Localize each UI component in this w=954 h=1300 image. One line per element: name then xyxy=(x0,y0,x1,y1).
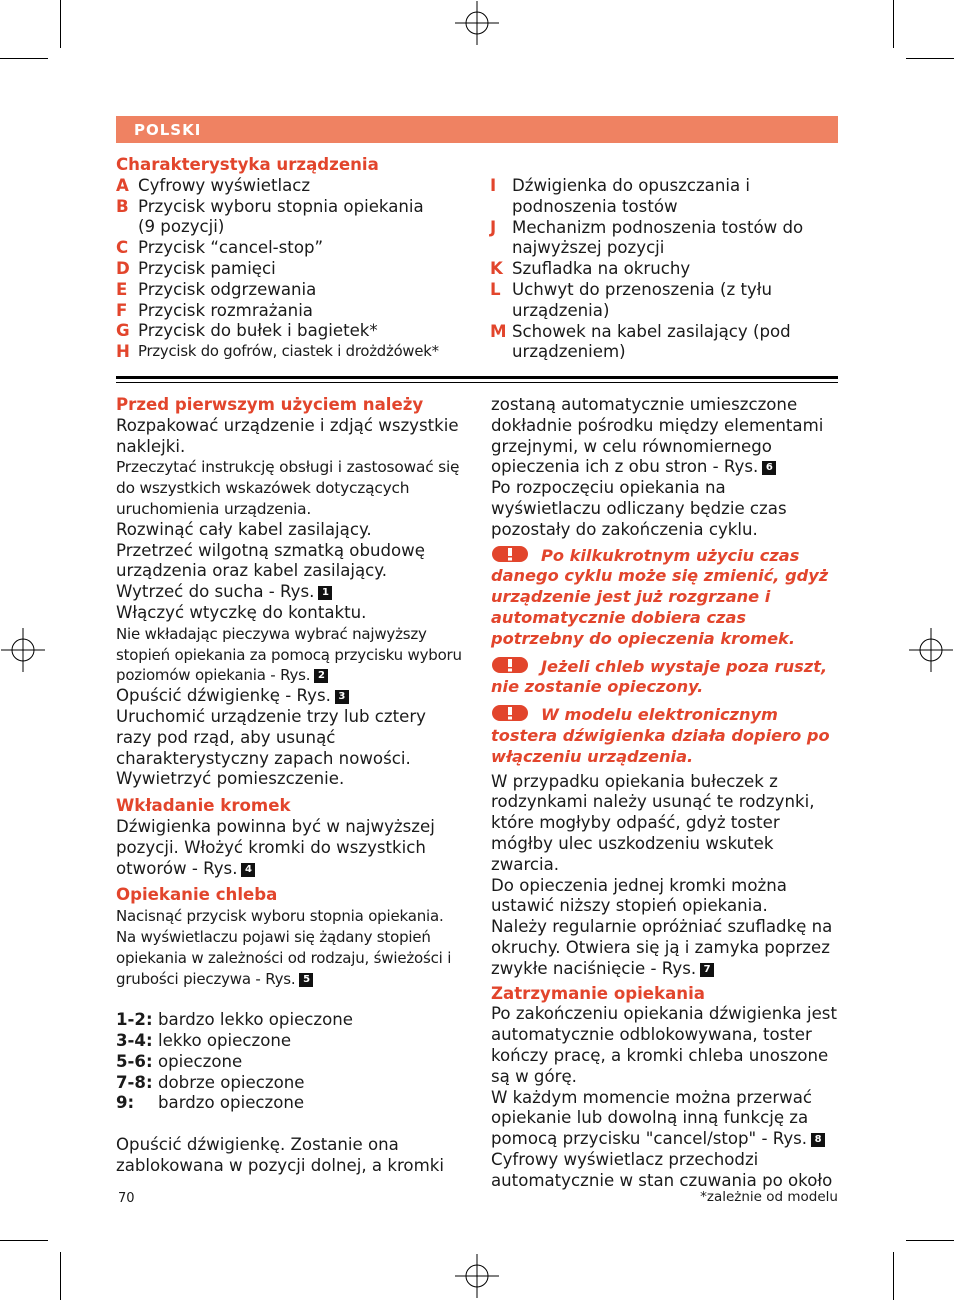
paragraph: Przeczytać instrukcję obsługi i zastosować się do wszystkich wskazówek dotyczących uruchomienia urządzenia. xyxy=(116,458,460,518)
page-number: 70 xyxy=(118,1191,135,1206)
paragraph: W każdym momencie można przerwać opiekanie lub dowolną inną funkcję za pomocą przycisku "cancel/stop" - Rys. 8 xyxy=(491,1088,839,1150)
section-title-before-first-use: Przed pierwszym użyciem należy xyxy=(116,395,424,414)
paragraph: Włączyć wtyczkę do kontaktu. xyxy=(116,602,367,622)
feature-item: L Uchwyt do przenoszenia (z tyłu urządzenia) xyxy=(490,279,773,320)
paragraph: Przetrzeć wilgotną szmatką obudowę urządzenia oraz kabel zasilający. xyxy=(116,540,425,581)
crop-mark xyxy=(0,58,48,59)
right-column xyxy=(491,395,839,1191)
paragraph: Do opieczenia jednej kromki można ustawić niższy stopień opiekania. xyxy=(491,875,787,916)
features-title: Charakterystyka urządzenia xyxy=(116,155,379,174)
paragraph: Opuścić dźwigienkę. Zostanie ona zablokowana w pozycji dolnej, a kromki xyxy=(116,1134,444,1175)
level-item: 5-6: opieczone xyxy=(116,1051,243,1071)
crop-mark xyxy=(60,1252,61,1300)
paragraph: Rozpakować urządzenie i zdjąć wszystkie naklejki. xyxy=(116,415,459,456)
paragraph: Po rozpoczęciu opiekania na wyświetlaczu odliczany będzie czas pozostały do zakończenia cyklu. xyxy=(491,478,787,539)
paragraph: zostaną automatycznie umieszczone dokładnie pośrodku między elementami grzejnymi, w celu równomiernego opieczenia ich z obu stron - Rys. 6 xyxy=(491,395,824,477)
registration-mark-icon xyxy=(1,628,45,672)
feature-item: J Mechanizm podnoszenia tostów do najwyższej pozycji xyxy=(490,217,804,258)
divider xyxy=(116,376,838,379)
feature-item: H Przycisk do gofrów, ciastek i drożdżówek* xyxy=(116,342,439,362)
figure-ref: 2 xyxy=(314,669,328,683)
level-item: 9: bardzo opieczone xyxy=(116,1093,305,1113)
level-item: 1-2: bardzo lekko opieczone xyxy=(116,1010,353,1030)
section-title-inserting: Wkładanie kromek xyxy=(116,796,291,816)
crop-mark xyxy=(60,0,61,48)
paragraph: Rozwinąć cały kabel zasilający. xyxy=(116,519,372,539)
level-item: 3-4: lekko opieczone xyxy=(116,1030,292,1050)
feature-item: M Schowek na kabel zasilający (pod urządzeniem) xyxy=(490,321,791,362)
level-item: 7-8: dobrze opieczone xyxy=(116,1072,305,1092)
feature-item: F Przycisk rozmrażania xyxy=(116,300,313,320)
feature-item: G Przycisk do bułek i bagietek* xyxy=(116,321,378,341)
paragraph: Dźwigienka powinna być w najwyższej pozycji. Włożyć kromki do wszystkich otworów - Rys. 4 xyxy=(116,816,435,878)
crop-mark xyxy=(893,0,894,48)
section-title-stop: Zatrzymanie opiekania xyxy=(491,983,705,1003)
language-label: POLSKI xyxy=(134,121,202,139)
figure-ref: 8 xyxy=(811,1133,825,1147)
paragraph: Nacisnąć przycisk wyboru stopnia opiekania. Na wyświetlaczu pojawi się żądany stopień opiekania w zależności od rodzaju, świeżości i grubości pieczywa - Rys. 5 xyxy=(116,907,452,988)
feature-item: B Przycisk wyboru stopnia opiekania (9 pozycji) xyxy=(116,196,424,237)
feature-item: K Szufladka na okruchy xyxy=(490,259,691,279)
warning-icon xyxy=(491,545,529,563)
warning-note: Po kilkukrotnym użyciu czas danego cyklu może się zmienić, gdyż urządzenie jest już rozgrzane i automatycznie dobiera czas potrzebny do opieczenia kromek. xyxy=(491,545,829,648)
crop-mark xyxy=(906,1240,954,1241)
feature-item: C Przycisk “cancel-stop” xyxy=(116,238,324,258)
feature-item: I Dźwigienka do opuszczania i podnoszenia tostów xyxy=(490,176,751,216)
paragraph: W przypadku opiekania bułeczek z rodzynkami należy usunąć te rodzynki, które mogłyby odpaść, gdyż toster mógłby ulec uszkodzeniu wskutek zwarcia. xyxy=(491,771,815,874)
warning-note: Jeżeli chleb wystaje poza ruszt, nie zostanie opieczony. xyxy=(491,656,828,697)
registration-mark-icon xyxy=(909,628,953,672)
divider xyxy=(116,382,838,383)
paragraph: Po zakończeniu opiekania dźwigienka jest automatycznie odblokowywana, toster kończy pracę, a kromki chleba unoszone są w górę. xyxy=(491,1004,837,1086)
paragraph: Nie wkładając pieczywa wybrać najwyższy stopień opiekania za pomocą przycisku wyboru poziomów opiekania - Rys. 2 xyxy=(116,624,462,685)
features-left xyxy=(116,155,476,363)
figure-ref: 7 xyxy=(700,963,714,977)
section-title-toasting: Opiekanie chleba xyxy=(116,885,278,905)
language-banner xyxy=(116,116,838,143)
features-right xyxy=(490,176,820,363)
paragraph: Cyfrowy wyświetlacz przechodzi automatycznie w stan czuwania po około xyxy=(491,1149,833,1190)
paragraph: Wywietrzyć pomieszczenie. xyxy=(116,769,345,789)
warning-icon xyxy=(491,704,529,722)
paragraph: Opuścić dźwigienkę - Rys. 3 xyxy=(116,686,464,707)
figure-ref: 3 xyxy=(335,690,349,704)
registration-mark-icon xyxy=(455,1,499,45)
crop-mark xyxy=(0,1240,48,1241)
warning-icon xyxy=(491,656,529,674)
figure-ref: 4 xyxy=(241,863,255,877)
registration-mark-icon xyxy=(455,1254,499,1298)
figure-ref: 5 xyxy=(299,973,313,987)
figure-ref: 6 xyxy=(762,461,776,475)
feature-item: D Przycisk pamięci xyxy=(116,258,276,278)
paragraph: Wytrzeć do sucha - Rys. 1 xyxy=(116,582,464,603)
figure-ref: 1 xyxy=(318,586,332,600)
footnote: *zależnie od modelu xyxy=(700,1189,838,1205)
paragraph: Należy regularnie opróżniać szufladkę na okruchy. Otwiera się ją i zamyka poprzez zwykłe naciśnięcie - Rys. 7 xyxy=(491,917,833,978)
left-column xyxy=(116,395,464,1176)
crop-mark xyxy=(893,1252,894,1300)
crop-mark xyxy=(906,58,954,59)
feature-item: A Cyfrowy wyświetlacz xyxy=(116,175,311,195)
warning-note: W modelu elektronicznym tostera dźwigienka działa dopiero po włączeniu urządzenia. xyxy=(491,705,830,766)
feature-item: E Przycisk odgrzewania xyxy=(116,279,317,299)
paragraph: Uruchomić urządzenie trzy lub cztery razy pod rząd, aby usunąć charakterystyczny zapach nowości. xyxy=(116,706,426,768)
